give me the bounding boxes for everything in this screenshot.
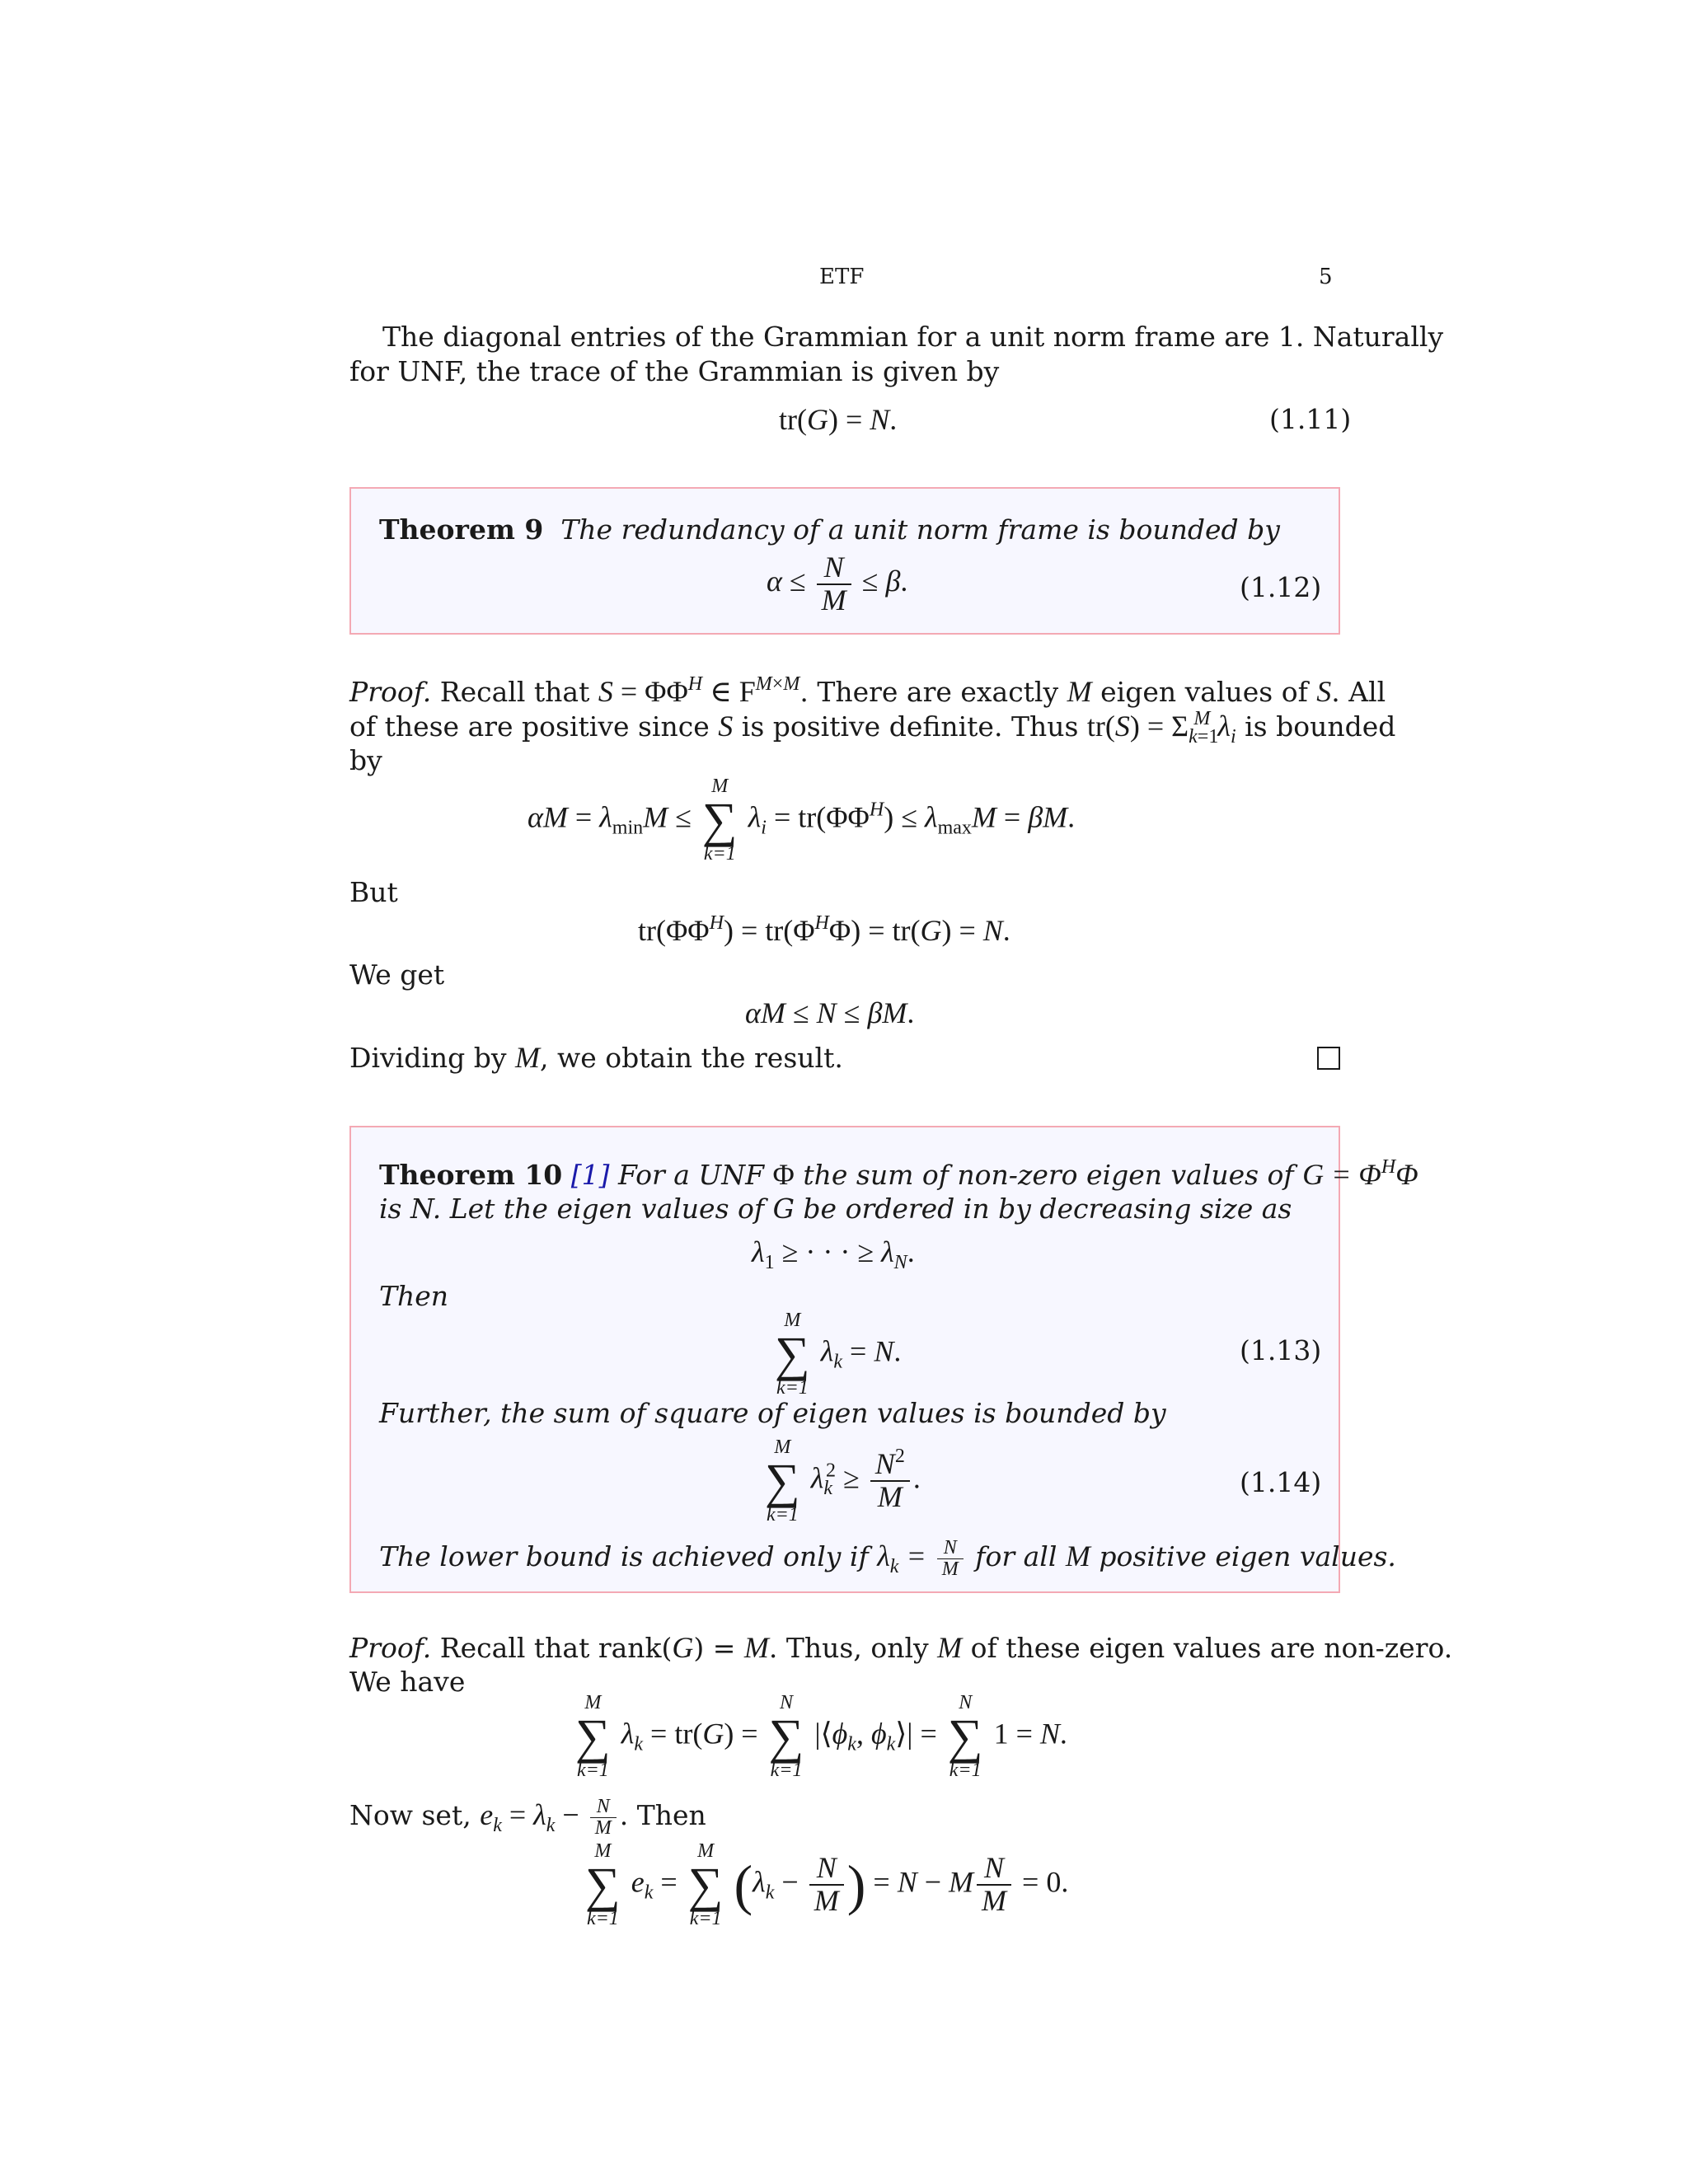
proof-9-line-2-b: is positive definite. Thus: [741, 710, 1079, 743]
qed-symbol: [1317, 1047, 1340, 1070]
theorem-9-label: Theorem 9: [379, 513, 544, 546]
proof-9-line-1: Proof. Recall that $S = \Phi\Phi^H$ ∈ $F^{M\times M}$. There are exactly M eigen values of S. All: [349, 673, 1386, 708]
equation-proof-9-bound: $\alpha M = \lambda_{min}M$ ≤ M ∑ k=1 $\lambda_i = tr(\Phi\Phi^H) \le \lambda_{max}M = \beta M$.: [528, 776, 1076, 865]
equation-1-14: M ∑ k=1 $\lambda_k^2$ ≥ $\frac{N^2}{M}$ .: [765, 1436, 921, 1526]
equation-number-1-14: (1.14): [1240, 1466, 1322, 1498]
proof-10-label: Proof.: [349, 1632, 432, 1664]
proof-10-now-set: Now set, $e_k = \lambda_k$ − $\frac{N}{M}$ . Then: [349, 1796, 706, 1840]
proof-10-line-1: Proof. Recall that rank(G) = M. Thus, only M of these eigen values are non-zero.: [349, 1631, 1453, 1664]
theorem-10-line-1-a: For a UNF: [618, 1159, 765, 1191]
equation-proof-9-trace: $tr(\Phi\Phi^H) = tr(\Phi^H\Phi) = tr(G) = N$.: [638, 912, 1010, 947]
theorem-10-line-1: Theorem 10 [1] For a UNF Φ the sum of non-zero eigen values of $G = \Phi^H\Phi$: [379, 1156, 1418, 1191]
proof-9-conclusion-b: , we obtain the result.: [540, 1042, 843, 1074]
equation-proof-9-result: αM ≤ N ≤ βM.: [745, 996, 915, 1029]
proof-9-line-2-a: of these are positive since: [349, 710, 710, 743]
theorem-10-lower-a: The lower bound is achieved only if: [379, 1540, 869, 1572]
citation-link-1[interactable]: [1]: [570, 1159, 610, 1191]
equation-1-13: M ∑ k=1 $\lambda_k = N$.: [775, 1310, 902, 1399]
equation-1-11: tr(G) = N.: [779, 403, 898, 436]
proof-9-we-get: We get: [349, 958, 445, 991]
theorem-10-label: Theorem 10: [379, 1159, 563, 1191]
theorem-10-lower-c: positive eigen values.: [1099, 1540, 1396, 1572]
equation-number-1-13: (1.13): [1240, 1334, 1322, 1366]
proof-9-line-2-c: is bounded: [1245, 710, 1396, 743]
proof-9-conclusion-a: Dividing by: [349, 1042, 507, 1074]
proof-10-line-2: We have: [349, 1666, 466, 1698]
proof-9-line-1-d: . All: [1331, 676, 1386, 708]
proof-9-but: But: [349, 876, 398, 908]
proof-9-conclusion: Dividing by M, we obtain the result.: [349, 1041, 843, 1074]
equation-proof-10-error-sum: M ∑ k=1 $e_k$ = M ∑ k=1 ($\lambda_k$ − $\frac{N}{M}$ ) = N − M $\frac{N}{M}$ = 0.: [585, 1840, 1069, 1929]
proof-10-line-1-a: Recall that rank(: [439, 1632, 673, 1664]
theorem-10-line-1-b: the sum of non-zero eigen values of: [803, 1159, 1294, 1191]
theorem-10-lower-bound: The lower bound is achieved only if $\lambda_k$ = $\frac{N}{M}$ for all M positive eigen values.: [379, 1537, 1396, 1581]
theorem-10-line-2: is N. Let the eigen values of G be ordered in by decreasing size as: [379, 1193, 1292, 1225]
intro-line-1: The diagonal entries of the Grammian for a unit norm frame are 1. Naturally: [382, 321, 1444, 353]
page-number: 5: [1319, 265, 1333, 289]
equation-number-1-11: (1.11): [1269, 403, 1352, 435]
proof-9-line-1-b: . There are exactly: [799, 676, 1059, 708]
proof-9-line-3: by: [349, 744, 382, 776]
theorem-10-further: Further, the sum of square of eigen values is bounded by: [379, 1397, 1166, 1429]
equation-number-1-12: (1.12): [1240, 571, 1322, 603]
theorem-9-statement: [379, 513, 1280, 547]
proof-10-line-1-c: of these eigen values are non-zero.: [970, 1632, 1453, 1664]
proof-10-then: Then: [636, 1798, 706, 1831]
running-header-title: ETF: [819, 265, 865, 289]
proof-9-line-2: of these are positive since S is positive definite. Thus $tr(S) = \Sigma_{k=1}^M$ $\lambda_i$ is bounded: [349, 708, 1396, 748]
equation-eigen-ordering: $\lambda_1$ ≥ · · · ≥ $\lambda_N$.: [752, 1235, 915, 1273]
equation-1-12: α ≤ $\frac{N}{M}$ ≤ β.: [767, 551, 908, 616]
proof-9-label: Proof.: [349, 676, 432, 708]
proof-10-line-1-b: Thus, only: [785, 1632, 929, 1664]
equation-proof-10-sum: M ∑ k=1 $\lambda_k = tr(G)$ = N ∑ k=1 $|⟨\phi_k$, $\phi_k⟩|$ = N ∑ k=1 1 = N.: [575, 1692, 1067, 1781]
intro-line-2: for UNF, the trace of the Grammian is given by: [349, 355, 1000, 387]
proof-10-now-set-text: Now set,: [349, 1798, 471, 1831]
proof-9-line-1-a: Recall that: [439, 676, 590, 708]
theorem-9-text: The redundancy of a unit norm frame is bounded by: [560, 513, 1280, 546]
proof-9-line-1-c: eigen values of: [1100, 676, 1308, 708]
theorem-10-lower-b: for all: [975, 1540, 1057, 1572]
theorem-10-then: Then: [379, 1280, 449, 1312]
